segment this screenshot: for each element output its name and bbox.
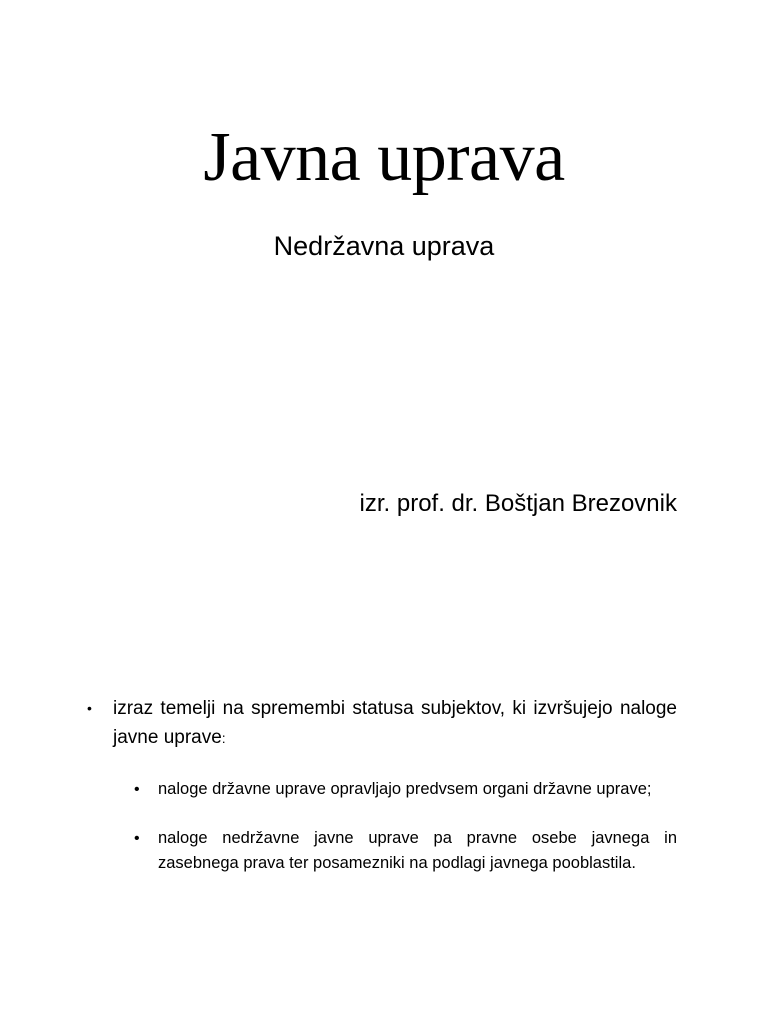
main-bullet bbox=[86, 694, 677, 753]
sub-bullet-text: naloge nedržavne javne uprave pa pravne osebe javnega in zasebnega prava ter posamezniki na podlagi javnega pooblastila. bbox=[158, 829, 677, 872]
bullet-icon: • bbox=[87, 700, 92, 716]
main-bullet-text: izraz temelji na spremembi statusa subjektov, ki izvršujejo naloge javne uprave bbox=[113, 698, 677, 748]
bullet-icon: • bbox=[134, 830, 140, 847]
page-title: Javna uprava bbox=[203, 119, 565, 196]
bullet-icon: • bbox=[134, 781, 140, 798]
slide-content bbox=[86, 694, 677, 900]
page-subtitle: Nedržavna uprava bbox=[273, 231, 495, 261]
sub-bullet-item bbox=[132, 777, 677, 802]
main-bullet-colon: : bbox=[221, 730, 226, 746]
sub-bullet-text: naloge državne uprave opravljajo predvsem organi državne uprave; bbox=[158, 780, 652, 798]
sub-bullet-item bbox=[132, 826, 677, 876]
sub-bullet-list bbox=[132, 777, 677, 876]
author-line: izr. prof. dr. Boštjan Brezovnik bbox=[359, 490, 677, 517]
